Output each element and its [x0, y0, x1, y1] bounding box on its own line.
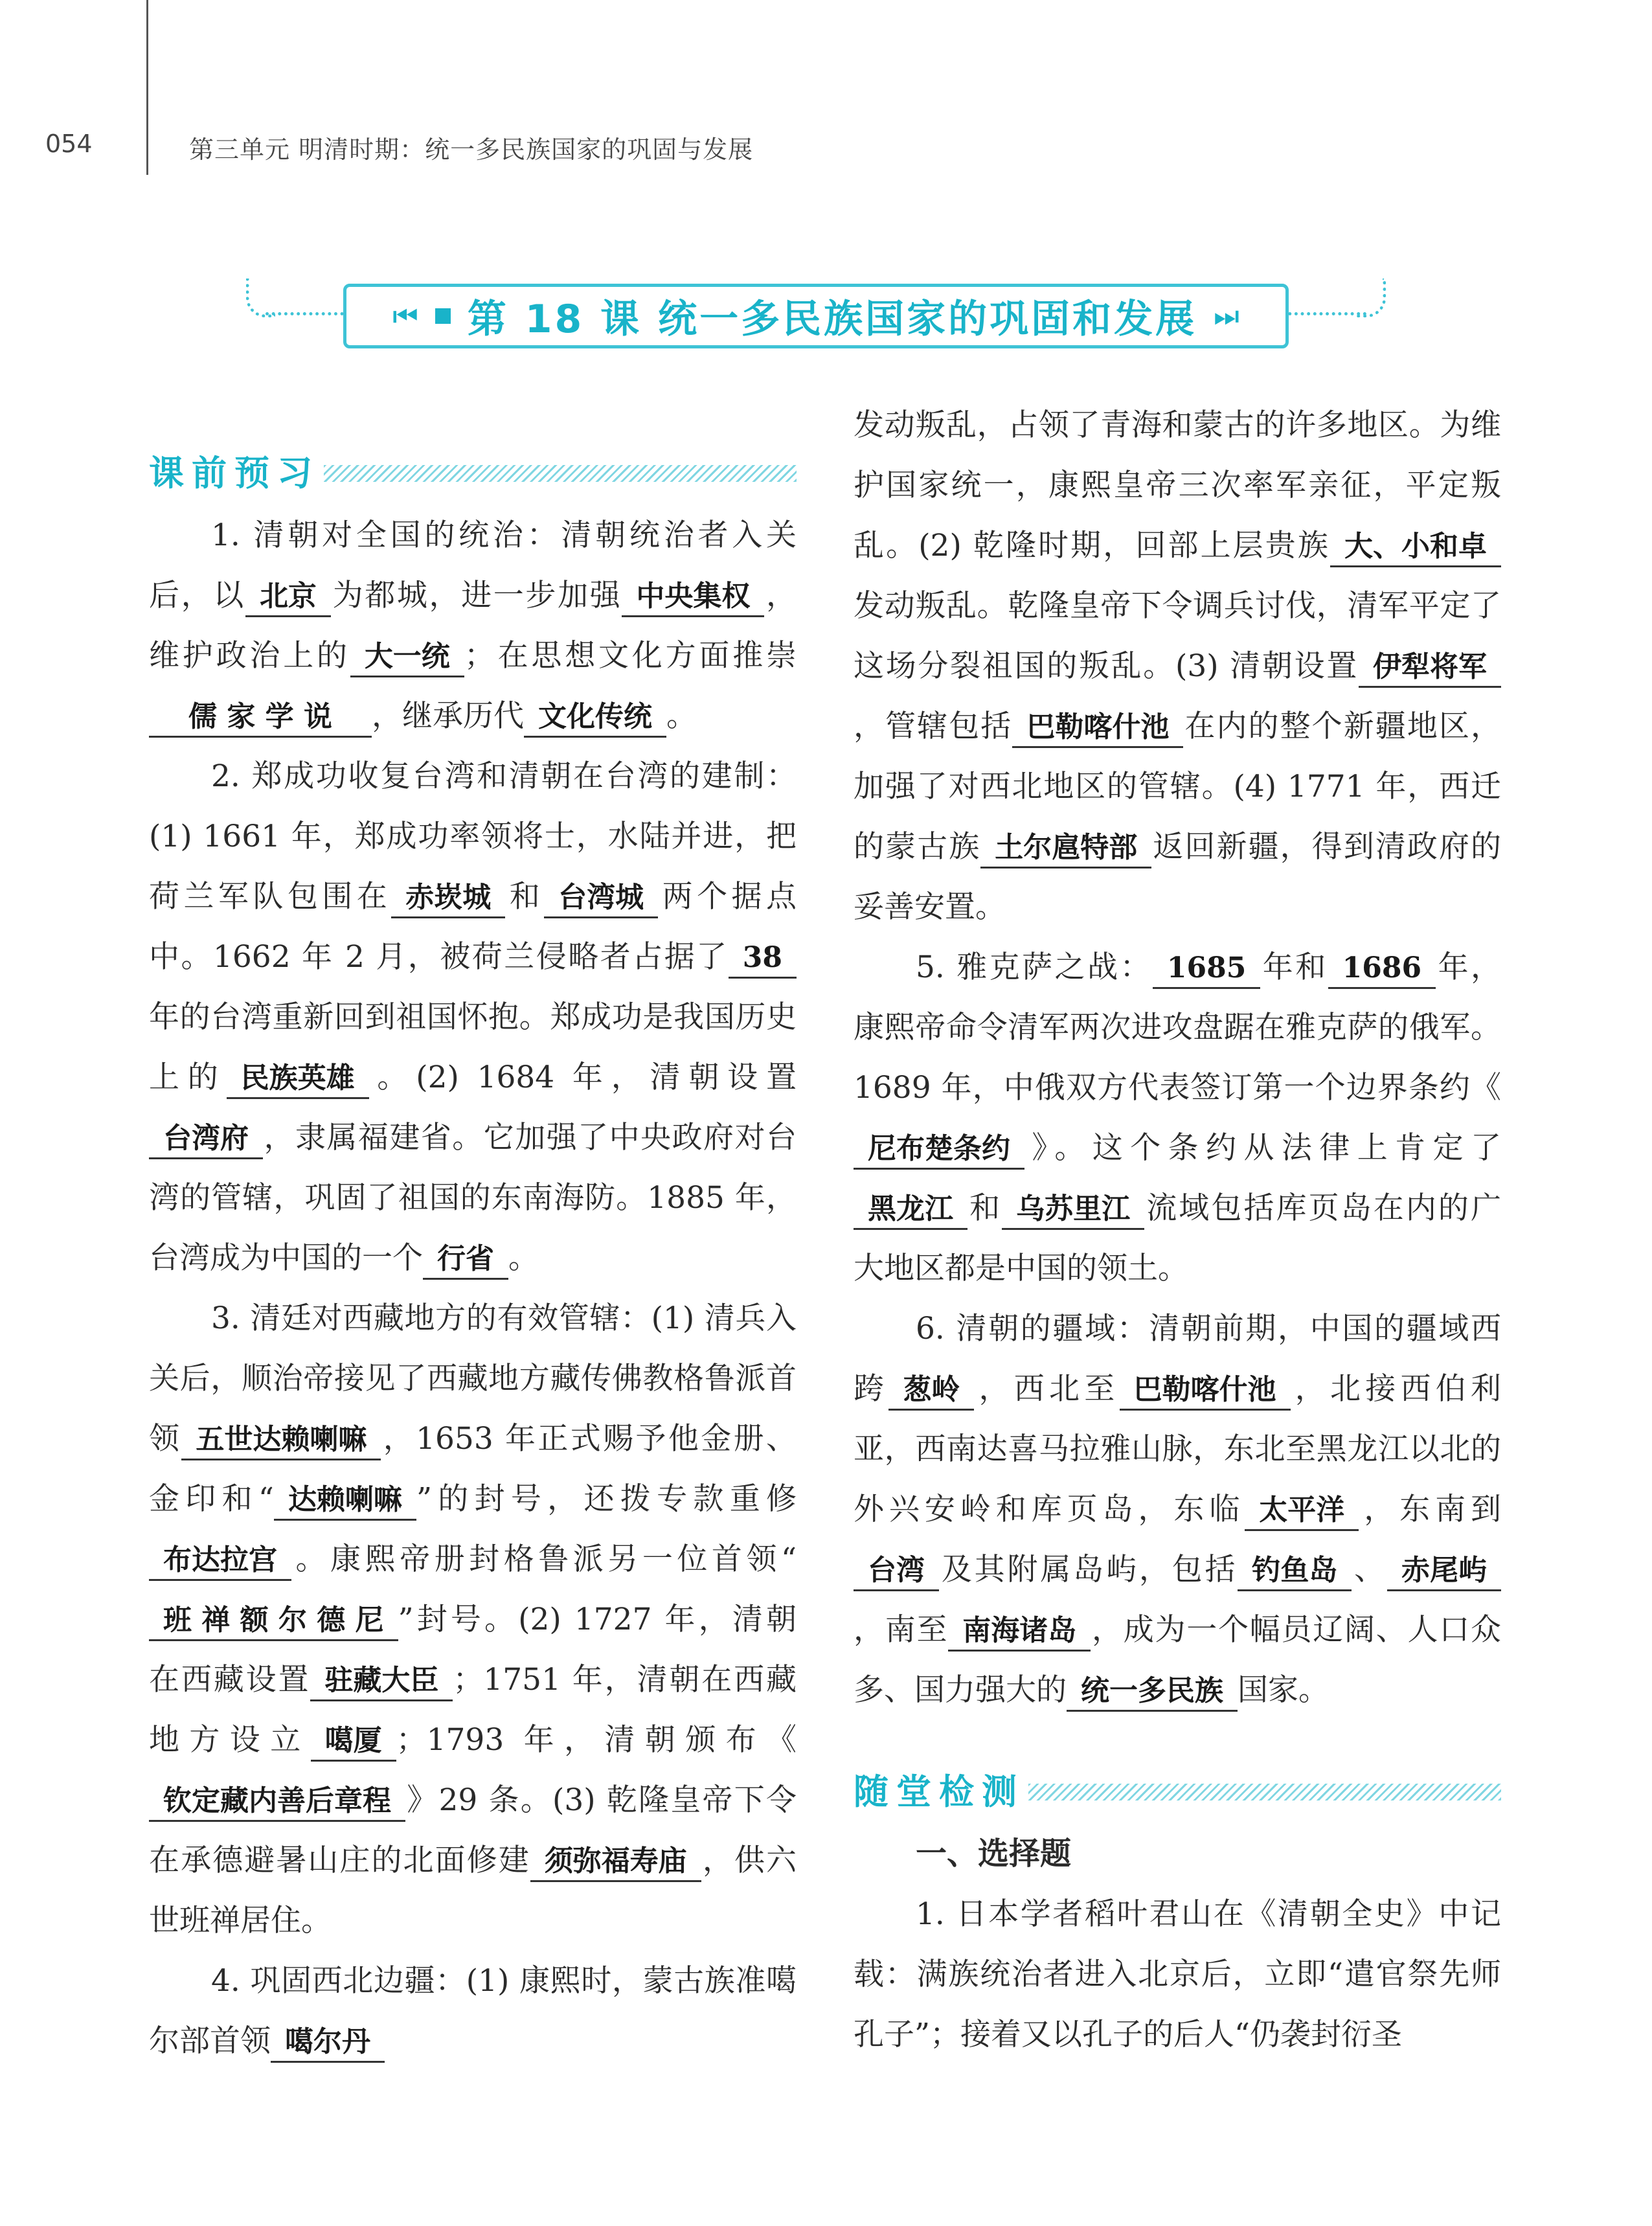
answer-blank: 五世达赖喇嘛 [181, 1421, 381, 1460]
unit-title: 第三单元 明清时期：统一多民族国家的巩固与发展 [189, 135, 754, 164]
skip-back-icon: ⏮ [392, 299, 418, 333]
answer-blank: 钦定藏内善后章程 [149, 1782, 405, 1822]
left-column [149, 395, 797, 2071]
answer-blank: 达赖喇嘛 [274, 1481, 416, 1521]
answer-blank: 1686 [1328, 949, 1436, 989]
question-4-part-b: 发动叛乱，占领了青海和蒙古的许多地区。为维护国家统一，康熙皇帝三次率军亲征，平定叛乱。(2) 乾隆时期，回部上层贵族 大、小和卓发动叛乱。乾隆皇帝下令调兵讨伐，清军平定了这场分裂祖国的叛乱。(3) 清朝设置 伊犁将军，管辖包括 巴勒喀什池 在内的整个新疆地区，加强了对西北地区的管辖。(4) 1771 年，西迁的蒙古族 土尔扈特部 返回新疆，得到清政府的妥善安置。 [854, 407, 1502, 925]
answer-blank: 噶厦 [311, 1722, 396, 1762]
lesson-title-banner [246, 272, 1386, 369]
answer-blank: 1685 [1153, 949, 1260, 989]
answer-blank: 赤尾屿 [1387, 1552, 1501, 1591]
question-1: 1. 清朝对全国的统治：清朝统治者入关后，以 北京 为都城，进一步加强 中央集权 ，维护政治上的 大一统 ；在思想文化方面推崇儒 家 学 说 ，继承历代 文化传统 。 [149, 505, 797, 746]
section-preview-header [149, 434, 797, 499]
skip-forward-icon: ⏭ [1214, 299, 1239, 333]
answer-blank: 葱岭 [888, 1371, 974, 1411]
lesson-title-box [343, 284, 1289, 348]
answer-blank: 太平洋 [1245, 1492, 1359, 1531]
question-5: 5. 雅克萨之战： 1685 年和 1686 年，康熙帝命令清军两次进攻盘踞在雅克萨的俄军。1689 年，中俄双方代表签订第一个边界条约《尼布楚条约 》。这个条约从法律上肯定了黑龙江 和 乌苏里江 流域包括库页岛在内的广大地区都是中国的领土。 [854, 949, 1502, 1286]
answer-blank: 中央集权 [622, 578, 764, 617]
banner-decoration-left [246, 278, 275, 317]
answer-blank: 钓鱼岛 [1238, 1552, 1352, 1591]
answer-blank: 土尔扈特部 [980, 829, 1151, 869]
answer-blank: 巴勒喀什池 [1012, 709, 1183, 748]
right-column [854, 395, 1501, 2065]
section-check-header [854, 1753, 1501, 1817]
banner-dots-left [266, 312, 356, 315]
answer-blank: 大、小和卓 [1330, 528, 1501, 567]
answer-blank: 须弥福寿庙 [530, 1843, 701, 1882]
answer-blank: 伊犁将军 [1359, 648, 1501, 688]
question-3: 3. 清廷对西藏地方的有效管辖：(1) 清兵入关后，顺治帝接见了西藏地方藏传佛教格鲁派首领 五世达赖喇嘛 ，1653 年正式赐予他金册、金印和“ 达赖喇嘛 ”的封号，还拨专款重修布达拉宫 。康熙帝册封格鲁派另一位首领“班 禅 额 尔 德 尼 ”封号。(2) 1727 年，清朝在西藏设置 驻藏大臣 ；1751 年，清朝在西藏地方设立 噶厦 ；1793 年，清朝颁布《钦定藏内善后章程 》29 条。(3) 乾隆皇帝下令在承德避暑山庄的北面修建 须弥福寿庙 ，供六世班禅居住。 [149, 1300, 797, 1938]
question-2: 2. 郑成功收复台湾和清朝在台湾的建制：(1) 1661 年，郑成功率领将士，水陆并进，把荷兰军队包围在 赤崁城 和 台湾城 两个据点中。1662 年 2 月，被荷兰侵略者占据了 38年的台湾重新回到祖国怀抱。郑成功是我国历史上的 民族英雄 。(2) 1684 年，清朝设置台湾府 ，隶属福建省。它加强了中央政府对台湾的管辖，巩固了祖国的东南海防。1885 年，台湾成为中国的一个 行省 。 [149, 746, 797, 1288]
answer-blank: 儒 家 学 说 [149, 698, 372, 738]
answer-blank: 巴勒喀什池 [1120, 1371, 1291, 1411]
answer-blank: 驻藏大臣 [310, 1662, 453, 1701]
multiple-choice-heading: 一、选择题 [916, 1835, 1072, 1872]
banner-decoration-right [1357, 278, 1386, 317]
question-6: 6. 清朝的疆域：清朝前期，中国的疆域西跨 葱岭 ，西北至 巴勒喀什池 ，北接西伯利亚，西南达喜马拉雅山脉，东北至黑龙江以北的外兴安岭和库页岛，东临 太平洋 ，东南到台湾 及其附属岛屿，包括 钓鱼岛 、 赤尾屿，南至 南海诸岛 ，成为一个幅员辽阔、人口众多、国力强大的 统一多民族 国家。 [854, 1299, 1501, 1720]
section-hatch-decoration [324, 465, 797, 482]
answer-blank: 南海诸岛 [948, 1612, 1091, 1652]
section-hatch-decoration [1028, 1784, 1501, 1800]
question-4-part-a: 4. 巩固西北边疆：(1) 康熙时，蒙古族准噶尔部首领 噶尔丹 [149, 1951, 797, 2071]
answer-blank: 38 [729, 939, 797, 979]
page-number: 054 [45, 130, 93, 158]
check-question-1: 1. 日本学者稻叶君山在《清朝全史》中记载：满族统治者进入北京后，立即“遣官祭先师孔子”；接着又以孔子的后人“仍袭封衍圣 [854, 1896, 1501, 2052]
answer-blank: 尼布楚条约 [854, 1130, 1024, 1170]
section-preview-label: 课前预习 [149, 453, 320, 494]
answer-blank: 文化传统 [524, 698, 666, 738]
answer-blank: 北京 [245, 578, 331, 617]
answer-blank: 民族英雄 [227, 1060, 369, 1099]
answer-blank: 台湾府 [149, 1120, 263, 1159]
answer-blank: 乌苏里江 [1002, 1190, 1144, 1230]
answer-blank: 赤崁城 [391, 879, 505, 918]
header-divider [146, 0, 148, 175]
answer-blank: 大一统 [350, 638, 464, 677]
answer-blank: 布达拉宫 [149, 1541, 291, 1581]
answer-blank: 统一多民族 [1067, 1672, 1238, 1712]
answer-blank: 台湾城 [544, 879, 658, 918]
lesson-title: 第 18 课 统一多民族国家的巩固和发展 [467, 297, 1197, 342]
answer-blank: 黑龙江 [854, 1190, 967, 1230]
answer-blank: 噶尔丹 [271, 2023, 385, 2063]
answer-blank: 行省 [423, 1240, 508, 1280]
answer-blank: 台湾 [854, 1552, 939, 1591]
section-check-label: 随堂检测 [854, 1771, 1024, 1812]
square-bullet-icon [435, 308, 451, 324]
banner-dots-right [1276, 312, 1366, 315]
answer-blank: 班 禅 额 尔 德 尼 [149, 1602, 398, 1641]
